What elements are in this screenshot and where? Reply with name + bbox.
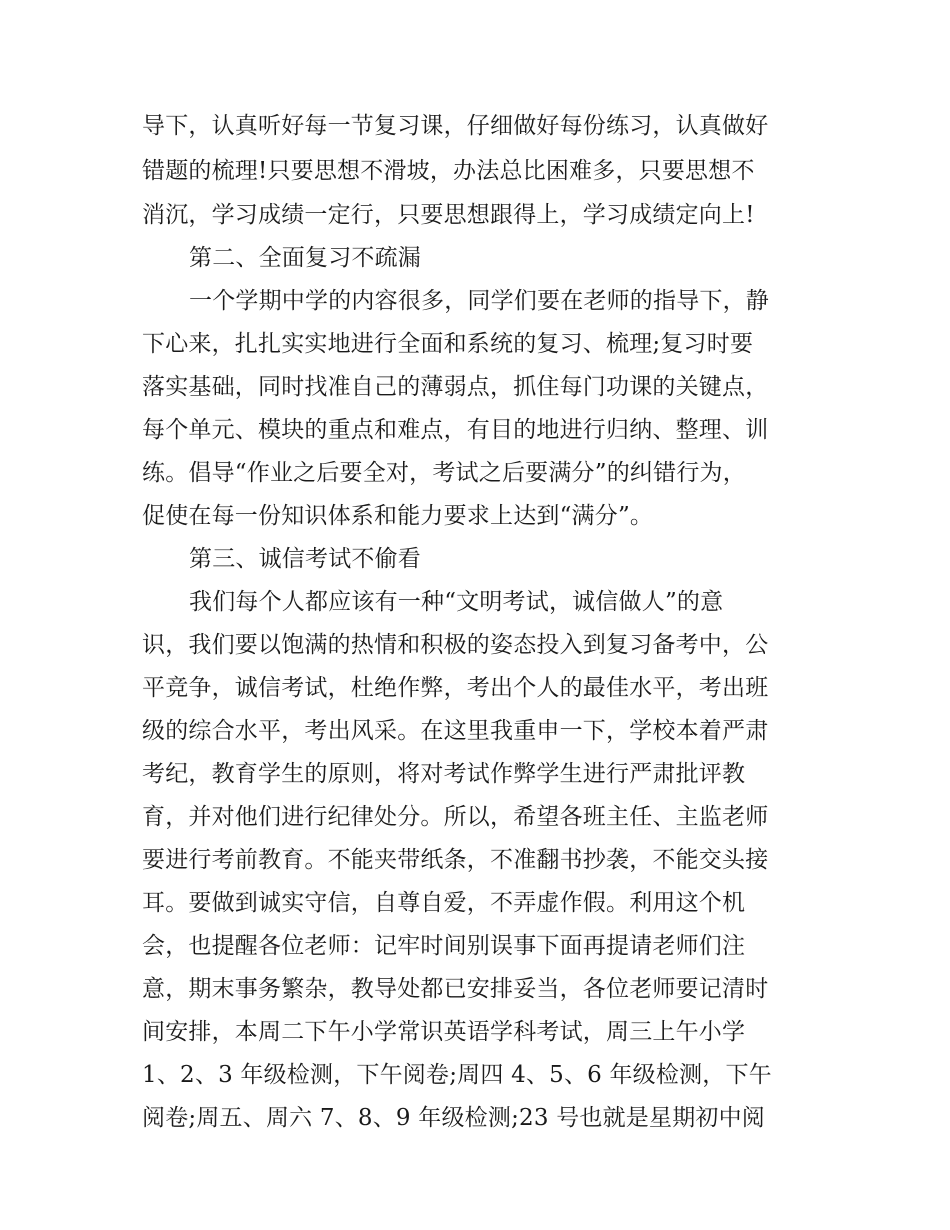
body-text-line: 会，也提醒各位老师：记牢时间别误事下面再提请老师们注 xyxy=(142,933,746,959)
body-text-line: 每个单元、模块的重点和难点，有目的地进行归纳、整理、训 xyxy=(142,417,769,443)
body-text-line: 间安排，本周二下午小学常识英语学科考试，周三上午小学 xyxy=(142,1019,746,1045)
body-text-line: 耳。要做到诚实守信，自尊自爱，不弄虚作假。利用这个机 xyxy=(142,890,746,916)
body-text-line: 意，期末事务繁杂，教导处都已安排妥当，各位老师要记清时 xyxy=(142,976,769,1002)
body-text-line: 识，我们要以饱满的热情和积极的姿态投入到复习备考中，公 xyxy=(142,632,769,658)
body-text-line: 错题的梳理!只要思想不滑坡，办法总比困难多，只要思想不 xyxy=(142,158,755,184)
body-text-line: 练。倡导“作业之后要全对，考试之后要满分”的纠错行为， xyxy=(142,460,746,486)
body-text-line: 落实基础，同时找准自己的薄弱点，抓住每门功课的关键点， xyxy=(142,374,769,400)
body-text-line: 1、2、3 年级检测，下午阅卷;周四 4、5、6 年级检测，下午 xyxy=(142,1062,772,1088)
body-text-line: 阅卷;周五、周六 7、8、9 年级检测;23 号也就是星期初中阅 xyxy=(142,1105,765,1131)
section-heading: 第二、全面复习不疏漏 xyxy=(189,245,421,271)
body-text-line: 要进行考前教育。不能夹带纸条，不准翻书抄袭，不能交头接 xyxy=(142,847,769,873)
body-text-line: 育，并对他们进行纪律处分。所以，希望各班主任、主监老师 xyxy=(142,804,769,830)
body-text-line: 一个学期中学的内容很多，同学们要在老师的指导下，静 xyxy=(189,288,769,314)
body-text-line: 级的综合水平，考出风采。在这里我重申一下，学校本着严肃 xyxy=(142,718,769,744)
body-text-line: 下心来，扎扎实实地进行全面和系统的复习、梳理;复习时要 xyxy=(142,331,754,357)
body-text-line: 平竞争，诚信考试，杜绝作弊，考出个人的最佳水平，考出班 xyxy=(142,675,769,701)
section-heading: 第三、诚信考试不偷看 xyxy=(189,546,421,572)
body-text-line: 消沉，学习成绩一定行，只要思想跟得上，学习成绩定向上! xyxy=(142,202,755,228)
body-text-line: 我们每个人都应该有一种“文明考试，诚信做人”的意 xyxy=(189,589,724,615)
body-text-line: 导下，认真听好每一节复习课，仔细做好每份练习，认真做好 xyxy=(142,113,769,139)
body-text-line: 考纪，教育学生的原则，将对考试作弊学生进行严肃批评教 xyxy=(142,761,746,787)
body-text-line: 促使在每一份知识体系和能力要求上达到“满分”。 xyxy=(142,503,654,529)
